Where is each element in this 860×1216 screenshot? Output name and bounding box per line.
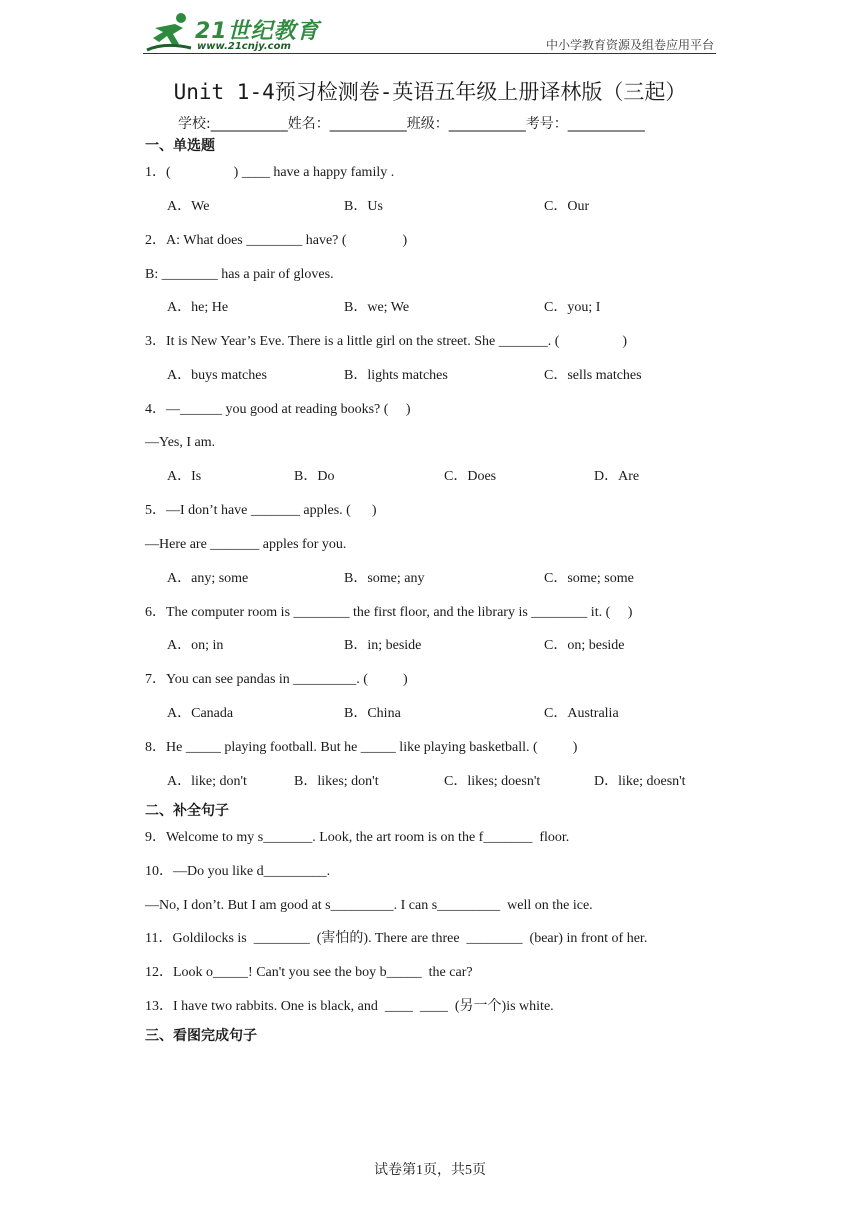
- question-10: 10．—Do you like d_________.: [145, 864, 331, 879]
- question-7-option-b: B．China: [344, 706, 401, 721]
- question-5-stem: 5．—I don’t have _______ apples. ( ): [145, 503, 377, 518]
- question-5-option-b: B．some; any: [344, 571, 425, 586]
- page-title: Unit 1-4预习检测卷-英语五年级上册译林版（三起）: [173, 80, 687, 104]
- question-5-option-c: C．some; some: [544, 571, 634, 586]
- question-1-option-c: C．Our: [544, 199, 590, 214]
- question-4-option-c: C．Does: [444, 469, 497, 484]
- question-6-option-a: A．on; in: [167, 638, 224, 653]
- question-3-option-a: A．buys matches: [167, 368, 267, 383]
- question-8-option-b: B．likes; don't: [294, 774, 379, 789]
- question-12: 12．Look o_____! Can't you see the boy b_____ the car?: [145, 965, 473, 980]
- question-4-line2: —Yes, I am.: [145, 435, 216, 450]
- question-13: 13．I have two rabbits. One is black, and ____ ____ (另一个)is white.: [145, 999, 554, 1014]
- logo-sub-text: www.21cnjy.com: [197, 41, 291, 52]
- question-3-option-c: C．sells matches: [544, 368, 642, 383]
- question-3-option-b: B．lights matches: [344, 368, 448, 383]
- logo-main-text: 21世纪教育: [195, 19, 320, 44]
- runner-logo-icon: [145, 12, 193, 54]
- question-6-option-b: B．in; beside: [344, 638, 422, 653]
- logo: [145, 12, 320, 54]
- question-2-line2: B: ________ has a pair of gloves.: [145, 267, 334, 282]
- question-6-option-c: C．on; beside: [544, 638, 625, 653]
- student-info-line: 学校:___________姓名：___________班级：___________考号：___________: [178, 116, 645, 132]
- question-4-stem: 4．—______ you good at reading books? ( ): [145, 402, 411, 417]
- question-4-option-b: B．Do: [294, 469, 335, 484]
- question-1-stem: 1．( ) ____ have a happy family .: [145, 165, 395, 180]
- question-4-option-d: D．Are: [594, 469, 640, 484]
- question-8-option-d: D．like; doesn't: [594, 774, 686, 789]
- question-5-line2: —Here are _______ apples for you.: [145, 537, 347, 552]
- question-3-stem: 3．It is New Year’s Eve. There is a little girl on the street. She _______. ( ): [145, 334, 628, 349]
- question-1-option-b: B．Us: [344, 199, 383, 214]
- page-footer: 试卷第1页，共5页: [374, 1163, 486, 1178]
- section-heading-3: 三、看图完成句子: [145, 1028, 257, 1044]
- question-8-option-a: A．like; don't: [167, 774, 247, 789]
- question-10-line2: —No, I don’t. But I am good at s_________. I can s_________ well on the ice.: [145, 898, 593, 913]
- header-rule: [143, 53, 716, 54]
- question-2-option-b: B．we; We: [344, 300, 410, 315]
- question-8-stem: 8．He _____ playing football. But he _____ like playing basketball. ( ): [145, 740, 578, 755]
- question-4-option-a: A．Is: [167, 469, 202, 484]
- question-7-stem: 7．You can see pandas in _________. ( ): [145, 672, 408, 687]
- question-5-option-a: A．any; some: [167, 571, 249, 586]
- question-2-stem: 2．A: What does ________ have? ( ): [145, 233, 408, 248]
- section-heading-1: 一、单选题: [145, 138, 215, 154]
- question-7-option-c: C．Australia: [544, 706, 619, 721]
- question-8-option-c: C．likes; doesn't: [444, 774, 541, 789]
- question-6-stem: 6．The computer room is ________ the first floor, and the library is ________ it. ( ): [145, 605, 633, 620]
- header-tagline: 中小学教育资源及组卷应用平台: [545, 38, 714, 52]
- question-2-option-c: C．you; I: [544, 300, 601, 315]
- question-1-option-a: A．We: [167, 199, 210, 214]
- question-7-option-a: A．Canada: [167, 706, 234, 721]
- question-9: 9．Welcome to my s_______. Look, the art room is on the f_______ floor.: [145, 830, 570, 845]
- section-heading-2: 二、补全句子: [145, 803, 229, 819]
- question-2-option-a: A．he; He: [167, 300, 229, 315]
- question-11: 11．Goldilocks is ________ (害怕的). There are three ________ (bear) in front of her.: [145, 931, 648, 946]
